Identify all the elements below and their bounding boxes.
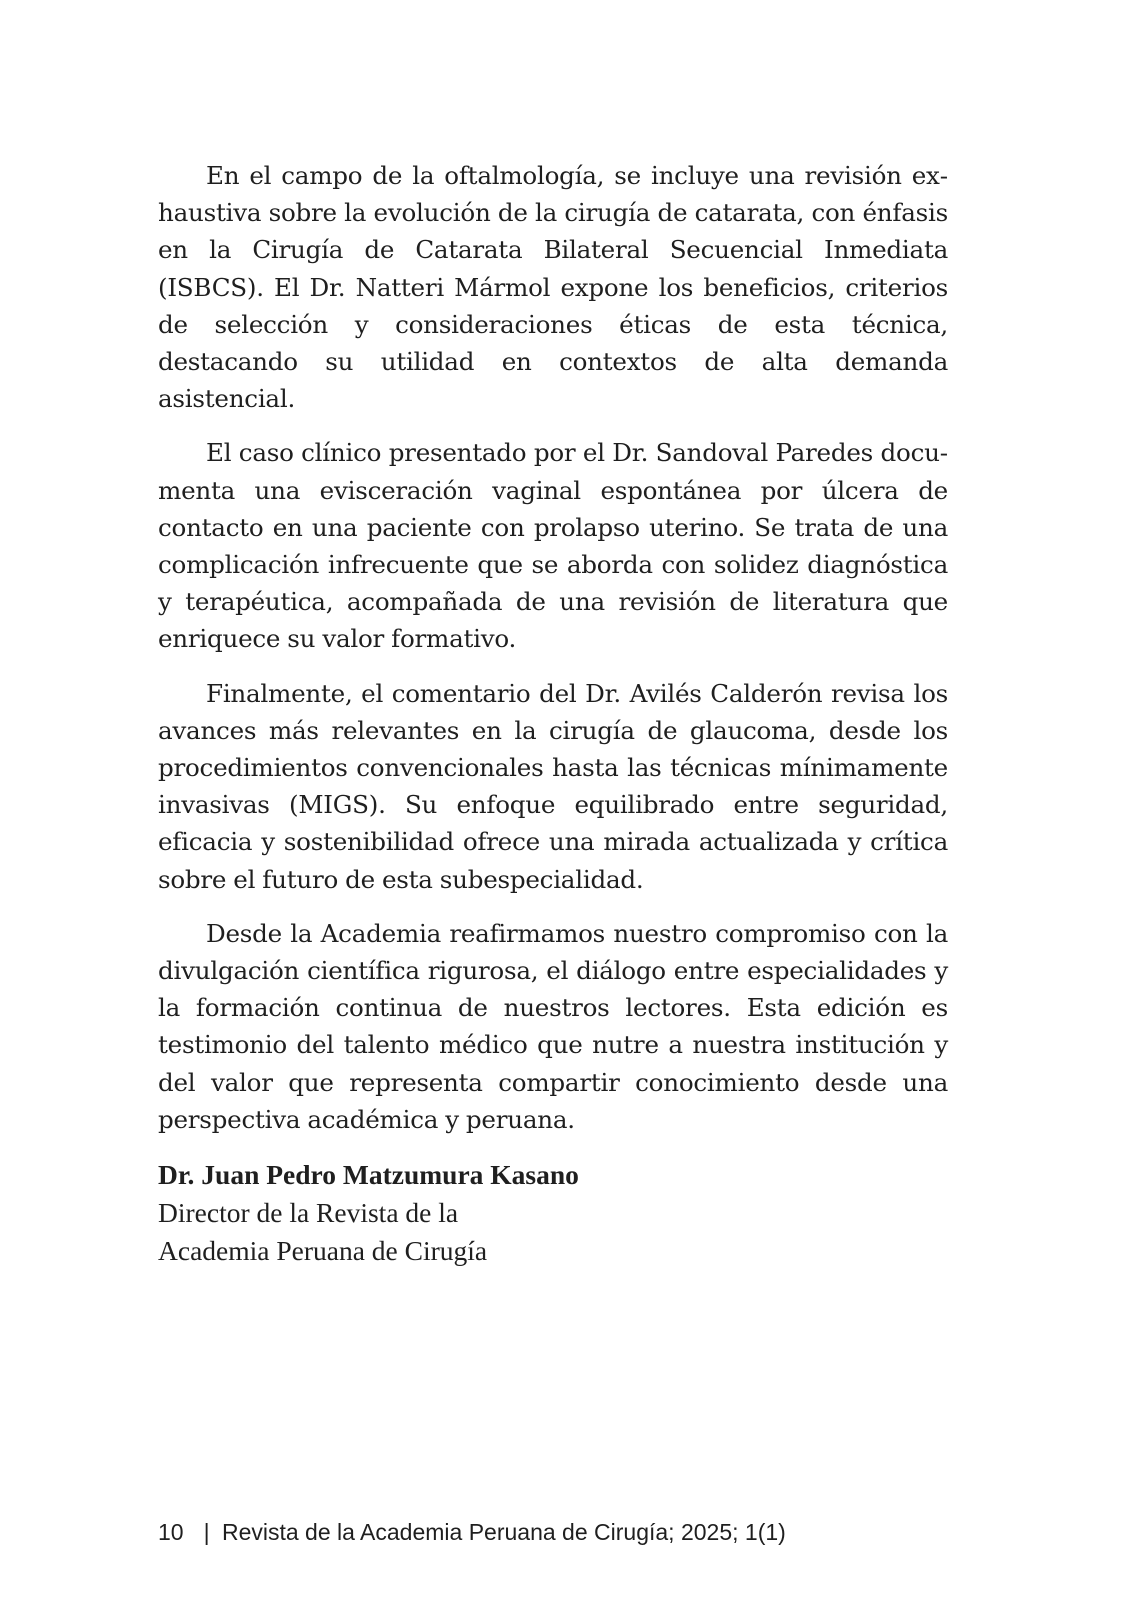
signatory-role-line-1: Director de la Revista de la <box>158 1197 459 1228</box>
signature-block <box>158 1156 948 1270</box>
page-footer <box>158 1517 786 1547</box>
signatory-name: Dr. Juan Pedro Matzumura Kasano <box>158 1159 579 1190</box>
paragraph-clinical-case: El caso clínico presentado por el Dr. Sandoval Paredes documenta una evisceración vaginal espontánea por úlcera de contacto en una paciente con prolapso uterino. Se trata de una complicación infrecuente que se aborda con solidez diagnóstica y terapéutica, acompañada de una revisión de literatura que enriquece su valor formativo. <box>158 438 948 654</box>
paragraph-academy-commitment: Desde la Academia reafirmamos nuestro compromiso con la divulgación científica rigurosa, el diálogo entre especialidades y la formación continua de nuestros lectores. Esta edición es testimonio del talento médico que nutre a nuestra institución y del valor que representa compartir conocimiento desde una perspectiva académica y peruana. <box>158 918 948 1134</box>
journal-citation: Revista de la Academia Peruana de Cirugía; 2025; 1(1) <box>221 1519 786 1545</box>
paragraph-ophthalmology: En el campo de la oftalmología, se incluye una revisión exhaustiva sobre la evolución de la cirugía de catarata, con énfasis en la Cirugía de Catarata Bilateral Secuencial Inmediata (ISBCS). El Dr. Natteri Mármol expone los beneficios, criterios de selección y consideraciones éticas de esta técnica, destacando su utilidad en contextos de alta demanda asistencial. <box>158 161 948 414</box>
paragraph-glaucoma: Finalmente, el comentario del Dr. Avilés Calderón revisa los avances más relevantes en la cirugía de glaucoma, desde los procedimientos convencionales hasta las técnicas mínimamente invasivas (MIGS). Su enfoque equilibrado entre seguridad, eficacia y sostenibilidad ofrece una mirada actualizada y crítica sobre el futuro de esta subespecialidad. <box>158 678 948 894</box>
footer-separator: | <box>203 1519 210 1545</box>
page-number: 10 <box>158 1519 184 1545</box>
signatory-role-line-2: Academia Peruana de Cirugía <box>158 1235 488 1266</box>
editorial-body <box>158 157 948 1155</box>
